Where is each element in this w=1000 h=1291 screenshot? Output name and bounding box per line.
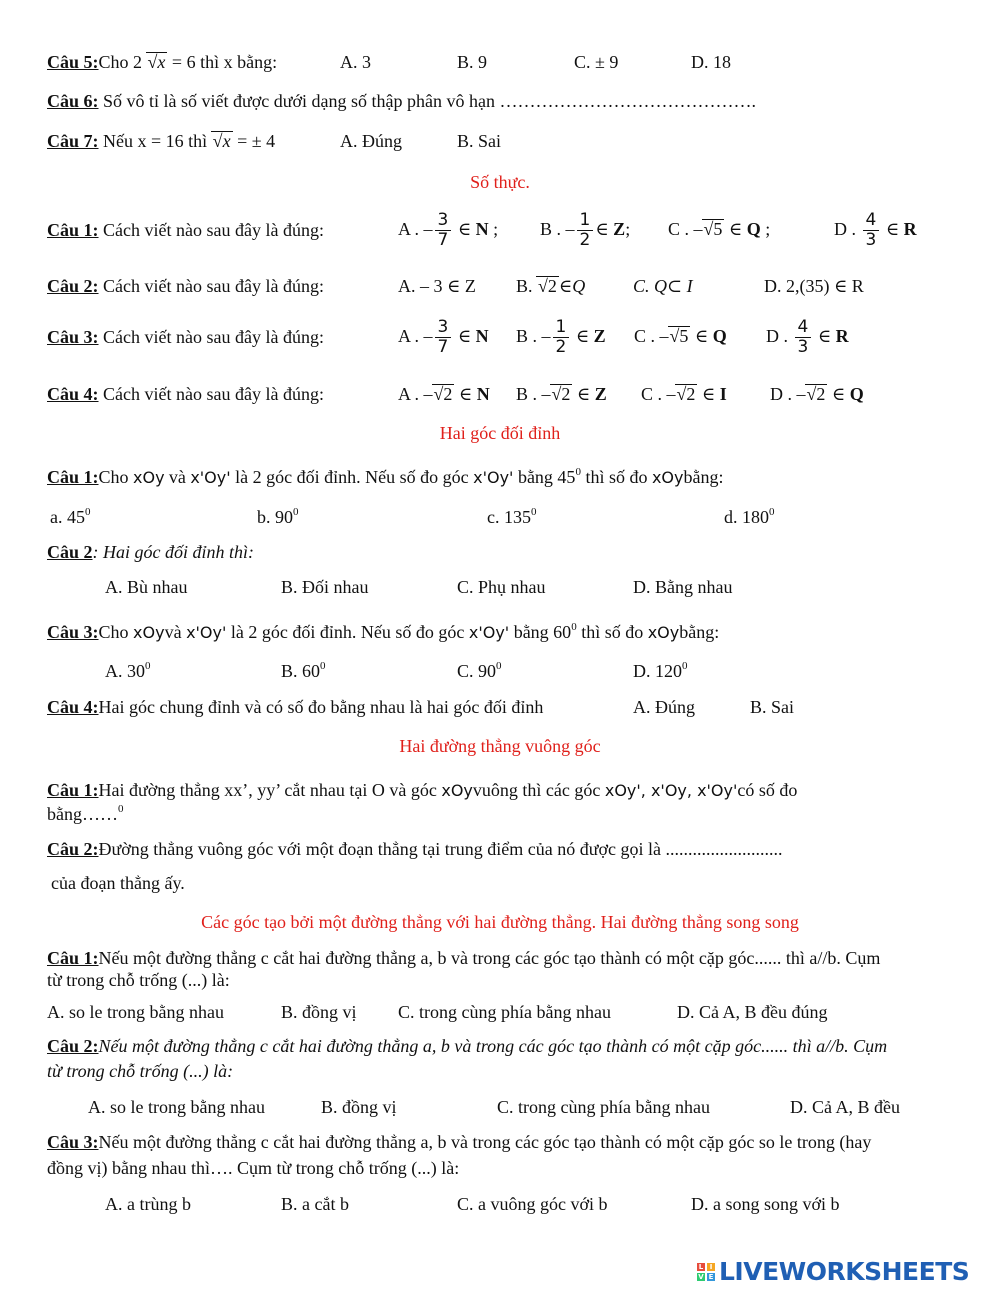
question-2-vertical — [47, 541, 254, 563]
question-text: = 6 thì x bằng: — [171, 52, 278, 72]
option-a[interactable]: A. so le trong bằng nhau — [47, 1002, 224, 1022]
question-label: Câu 2: — [47, 1036, 99, 1056]
question-1-perpendicular-line2: bằng……$^0$ — [47, 803, 124, 824]
option-a[interactable]: A. so le trong bằng nhau — [88, 1097, 265, 1117]
option-d[interactable]: D. 18 — [691, 52, 731, 72]
sqrt-x: √x — [147, 52, 166, 72]
option-a[interactable]: A. – 3 ∈ Z — [398, 276, 476, 296]
option-d[interactable]: D. a song song với b — [691, 1194, 840, 1214]
option-b[interactable]: B. Đối nhau — [281, 577, 369, 597]
question-text: Số vô tỉ là số viết được dưới dạng số thập phân vô hạn ……………………………………. — [103, 91, 757, 111]
liveworksheets-logo — [697, 1257, 969, 1286]
option-c[interactable]: C. $90^0$ — [457, 660, 502, 681]
angle-xpoyp: x'Oy' — [190, 468, 231, 487]
question-1-parallel: Câu 1:Nếu một đường thẳng c cắt hai đường thẳng a, b và trong các góc tạo thành có một cặp góc...... thì a//b. Cụm — [47, 948, 881, 968]
option-c[interactable]: C. a vuông góc với b — [457, 1194, 608, 1214]
logo-text: LIVEWORKSHEETS — [719, 1257, 970, 1286]
option-c[interactable]: C. ± 9 — [574, 52, 619, 72]
question-text: Cách viết nào sau đây là đúng: — [103, 276, 324, 296]
question-7 — [47, 130, 275, 152]
question-text: Cách viết nào sau đây là đúng: — [103, 384, 324, 404]
option-d[interactable]: D. 2,(35) ∈ R — [764, 276, 864, 296]
option-d[interactable]: D. $120^0$ — [633, 660, 688, 681]
question-label: Câu 5: — [47, 52, 99, 72]
option-a[interactable]: A. a trùng b — [105, 1194, 191, 1214]
option-d[interactable]: D. Bằng nhau — [633, 577, 733, 597]
question-5 — [47, 51, 277, 73]
question-text: Cách viết nào sau đây là đúng: — [103, 327, 324, 347]
option-d[interactable]: d. $180^0$ — [724, 506, 775, 527]
question-label: Câu 2: — [47, 276, 99, 296]
question-label: Câu 2: — [47, 839, 99, 859]
question-label: Câu 1: — [47, 948, 99, 968]
question-label: Câu 6: — [47, 91, 99, 111]
question-label: Câu 3: — [47, 622, 99, 642]
option-c[interactable]: C. Phụ nhau — [457, 577, 546, 597]
option-c[interactable]: C . –√2 ∈ I — [641, 384, 727, 404]
question-2-perpendicular-line2: của đoạn thẳng ấy. — [51, 873, 185, 893]
option-b[interactable]: B. đồng vị — [321, 1097, 397, 1117]
logo-tile: I — [707, 1263, 715, 1271]
option-a[interactable]: A . –√2 ∈ N — [398, 384, 490, 404]
logo-tile: E — [708, 1272, 714, 1281]
question-text: : Hai góc đối đỉnh thì: — [92, 542, 254, 562]
question-label: Câu 1: — [47, 780, 99, 800]
question-1-perpendicular: Câu 1:Hai đường thẳng xx’, yy’ cắt nhau tại O và góc xOyvuông thì các góc xOy', x'Oy, x'Oy'có số đo — [47, 780, 798, 800]
option-d[interactable]: D . $\frac{4}{3}$ ∈ R — [766, 317, 849, 358]
question-label: Câu 2 — [47, 542, 93, 562]
section-heading: Số thực. — [470, 172, 530, 192]
option-b[interactable]: B . – $\frac{1}{2}$ ∈ Z; — [540, 210, 631, 251]
option-c[interactable]: C . –√5 ∈ Q — [634, 326, 727, 346]
option-b[interactable]: B. Sai — [750, 697, 795, 717]
option-d[interactable]: D. Cả A, B đều đúng — [677, 1002, 828, 1022]
logo-grid-icon — [697, 1263, 715, 1281]
section-heading: Hai góc đối đỉnh — [439, 423, 561, 443]
question-text: Cách viết nào sau đây là đúng: — [103, 220, 324, 240]
logo-tile: V — [698, 1272, 704, 1281]
option-c[interactable]: C . –√5 ∈ Q ; — [668, 219, 771, 239]
question-label: Câu 3: — [47, 1132, 99, 1152]
option-d[interactable]: D . –√2 ∈ Q — [770, 384, 864, 404]
question-2-perpendicular: Câu 2:Đường thẳng vuông góc với một đoạn thẳng tại trung điểm của nó được gọi là .......................... — [47, 839, 783, 859]
option-c[interactable]: c. $135^0$ — [487, 506, 537, 527]
angle-xoy: xOy — [133, 468, 165, 487]
question-2-parallel-line2: từ trong chỗ trống (...) là: — [47, 1061, 234, 1081]
question-label: Câu 7: — [47, 131, 99, 151]
question-4-vertical — [47, 696, 543, 718]
question-text: = ± 4 — [237, 131, 276, 151]
option-c[interactable]: C. trong cùng phía bằng nhau — [497, 1097, 710, 1117]
question-6 — [47, 90, 756, 112]
section-heading: Các góc tạo bởi một đường thẳng với hai đường thẳng. Hai đường thẳng song song — [201, 912, 799, 932]
question-text: Cho 2 — [98, 52, 143, 72]
question-label: Câu 1: — [47, 467, 99, 487]
option-b[interactable]: B. $60^0$ — [281, 660, 326, 681]
question-label: Câu 4: — [47, 697, 99, 717]
question-1-real — [47, 219, 324, 241]
option-a[interactable]: A. 3 — [340, 52, 371, 72]
option-c[interactable]: C. trong cùng phía bằng nhau — [398, 1002, 611, 1022]
logo-tile: L — [698, 1262, 704, 1271]
question-2-real — [47, 275, 324, 297]
option-a[interactable]: a. $45^0$ — [50, 506, 91, 527]
option-a[interactable]: A. $30^0$ — [105, 660, 151, 681]
option-c[interactable]: C. Q⊂ I — [633, 276, 693, 296]
option-a[interactable]: A. Bù nhau — [105, 577, 188, 597]
section-heading: Hai đường thẳng vuông góc — [399, 736, 601, 756]
question-label: Câu 1: — [47, 220, 99, 240]
option-b[interactable]: b. $90^0$ — [257, 506, 299, 527]
option-b[interactable]: B . –√2 ∈ Z — [516, 384, 607, 404]
question-1-vertical: Câu 1:Cho xOy và x'Oy' là 2 góc đối đỉnh. Nếu số đo góc x'Oy' bằng $45^0$ thì số đo xOybằng: — [47, 466, 724, 487]
question-3-parallel-line2: đồng vị) bằng nhau thì…. Cụm từ trong chỗ trống (...) là: — [47, 1158, 460, 1178]
option-a[interactable]: A . – $\frac{3}{7}$ ∈ N ; — [398, 210, 499, 251]
option-d[interactable]: D . $\frac{4}{3}$ ∈ R — [834, 210, 917, 251]
question-3-parallel: Câu 3:Nếu một đường thẳng c cắt hai đường thẳng a, b và trong các góc tạo thành có một cặp góc so le trong (hay — [47, 1132, 872, 1152]
sqrt-x: √x — [212, 131, 231, 151]
question-4-real — [47, 383, 324, 405]
option-b[interactable]: B. 9 — [457, 52, 488, 72]
option-b[interactable]: B. a cắt b — [281, 1194, 349, 1214]
option-a[interactable]: A. Đúng — [340, 131, 402, 151]
question-label: Câu 4: — [47, 384, 99, 404]
option-a[interactable]: A. Đúng — [633, 697, 695, 717]
question-1-parallel-line2: từ trong chỗ trống (...) là: — [47, 970, 230, 990]
option-a[interactable]: A . – $\frac{3}{7}$ ∈ N — [398, 317, 489, 358]
option-d[interactable]: D. Cả A, B đều — [790, 1097, 900, 1117]
question-2-parallel: Câu 2:Nếu một đường thẳng c cắt hai đường thẳng a, b và trong các góc tạo thành có một cặp góc...... thì a//b. Cụm — [47, 1036, 888, 1056]
option-b[interactable]: B. đồng vị — [281, 1002, 357, 1022]
question-3-vertical: Câu 3:Cho xOyvà x'Oy' là 2 góc đối đỉnh. Nếu số đo góc x'Oy' bằng $60^0$ thì số đo xOybằng: — [47, 621, 720, 642]
question-label: Câu 3: — [47, 327, 99, 347]
question-text: Nếu x = 16 thì — [103, 131, 208, 151]
question-text: Hai góc chung đỉnh và có số đo bằng nhau là hai góc đối đỉnh — [98, 697, 544, 717]
option-b[interactable]: B . – $\frac{1}{2}$ ∈ Z — [516, 317, 606, 358]
question-3-real — [47, 326, 324, 348]
option-b[interactable]: B. Sai — [457, 131, 502, 151]
option-b[interactable]: B. √2 ∈Q — [516, 276, 586, 296]
